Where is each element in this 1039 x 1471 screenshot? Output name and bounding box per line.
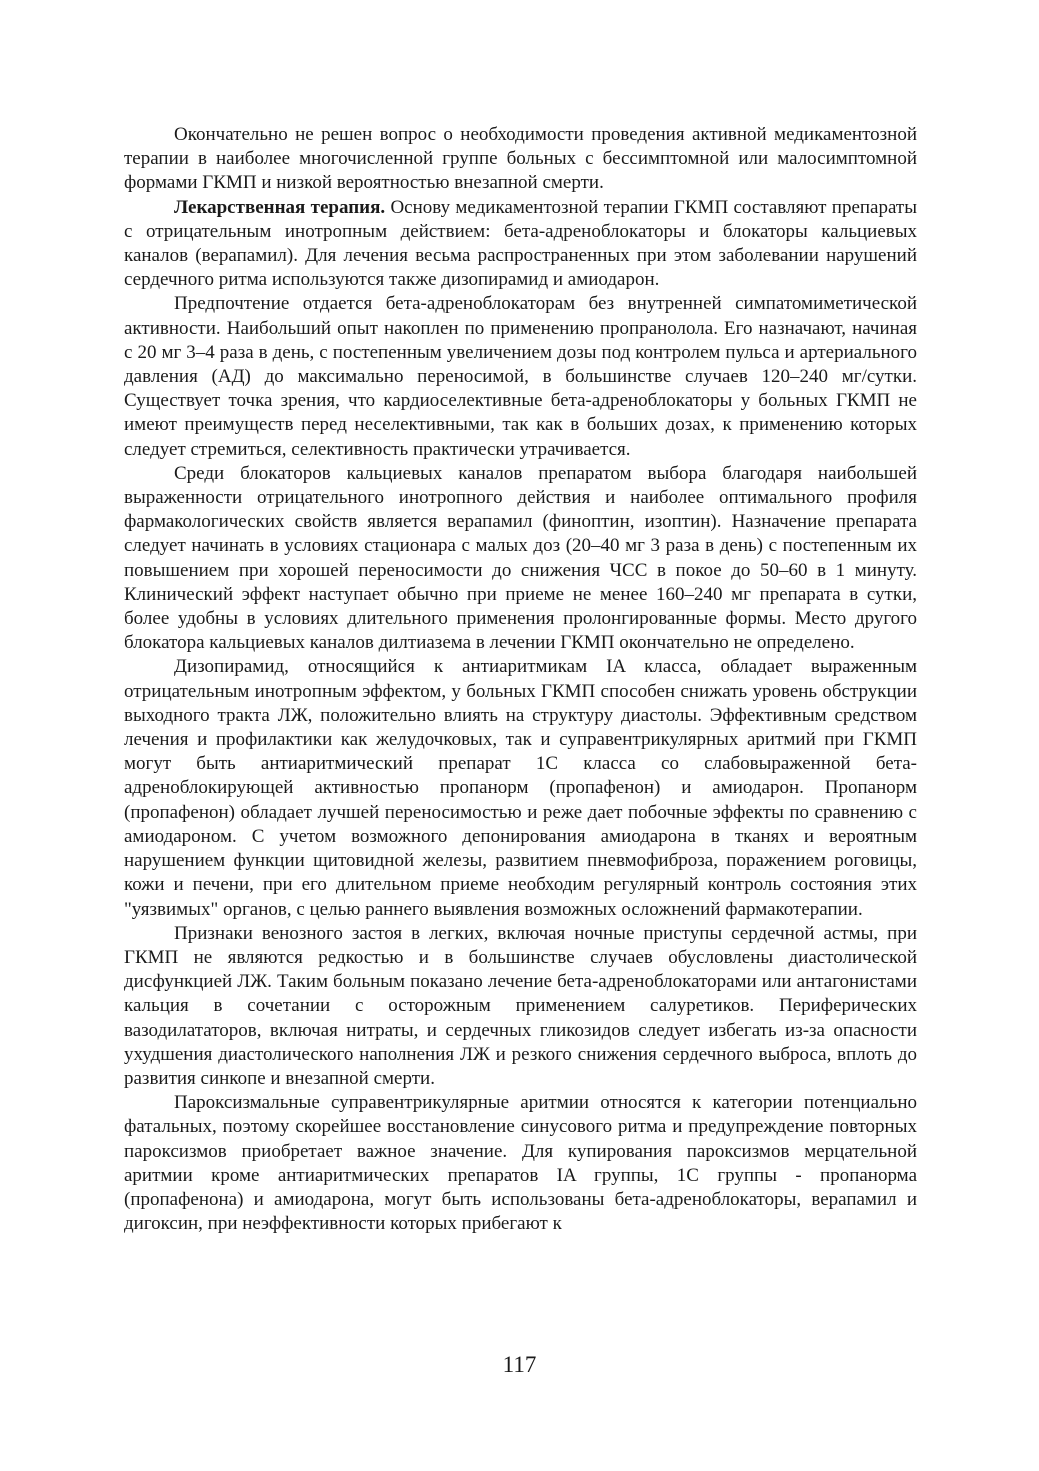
paragraph-6 [124, 922, 917, 1091]
paragraph-4 [124, 462, 917, 656]
paragraph-6-text: Признаки венозного застоя в легких, включая ночные приступы сердечной астмы, при ГКМП не являются редкостью и в большинстве случаев обусловлены диастолической дисфункцией ЛЖ. Таким больным показано лечение бета-адреноблокаторами или антагонистами кальция в сочетании с осторожным применением салуретиков. Периферических вазодилататоров, включая нитраты, и сердечных гликозидов следует избегать из-за опасности ухудшения диастолического наполнения ЛЖ и резкого снижения сердечного выброса, вплоть до развития синкопе и внезапной смерти. [124, 922, 917, 1089]
paragraph-5-text: Дизопирамид, относящийся к антиаритмикам IA класса, обладает выраженным отрицательным инотропным эффектом, у больных ГКМП способен снижать уровень обструкции выходного тракта ЛЖ, положительно влиять на структуру диастолы. Эффективным средством лечения и профилактики как желудочковых, так и суправентрикулярных аритмий при ГКМП могут быть антиаритмический препарат 1С класса со слабовыраженной бета-адреноблокирующей активностью пропанорм (пропафенон) и амиодарон. Пропанорм (пропафенон) обладает лучшей переносимостью и реже дает побочные эффекты по сравнению с амиодароном. С учетом возможного депонирования амиодарона в тканях и вероятным нарушением функции щитовидной железы, развитием пневмофиброза, поражением роговицы, кожи и печени, при его длительном приеме необходим регулярный контроль состояния этих "уязвимых" органов, с целью раннего выявления возможных осложнений фармакотерапии. [124, 656, 917, 920]
paragraph-2-text: Основу медикаментозной терапии ГКМП составляют препараты с отрицательным инотропным действием: бета-адреноблокаторы и блокаторы кальциевых каналов (верапамил). Для лечения весьма распространенных при этом заболевании нарушений сердечного ритма используются также дизопирамид и амиодарон. [124, 196, 917, 291]
paragraph-3 [124, 292, 917, 461]
body-text [124, 123, 917, 1236]
page-number: 117 [502, 1352, 537, 1377]
paragraph-3-text: Предпочтение отдается бета-адреноблокаторам без внутренней симпатомиметической активности. Наибольший опыт накоплен по применению пропранолола. Его назначают, начиная с 20 мг 3–4 раза в день, с постепенным увеличением дозы под контролем пульса и артериального давления (АД) до максимально переносимой, в большинстве случаев 120–240 мг/сутки. Существует точка зрения, что кардиоселективные бета-адреноблокаторы у больных ГКМП не имеют преимуществ перед неселективными, так как в больших дозах, к применению которых следует стремиться, селективность практически утрачивается. [124, 293, 917, 460]
paragraph-4-text: Среди блокаторов кальциевых каналов препаратом выбора благодаря наибольшей выраженности отрицательного инотропного действия и наиболее оптимального профиля фармакологических свойств является верапамил (финоптин, изоптин). Назначение препарата следует начинать в условиях стационара с малых доз (20–40 мг 3 раза в день) с постепенным их повышением при хорошей переносимости до снижения ЧСС в покое до 50–60 в 1 минуту. Клинический эффект наступает обычно при приеме не менее 160–240 мг препарата в сутки, более удобны в условиях длительного применения пролонгированные формы. Место другого блокатора кальциевых каналов дилтиазема в лечении ГКМП окончательно не определено. [124, 462, 917, 654]
paragraph-7 [124, 1091, 917, 1236]
paragraph-7-text: Пароксизмальные суправентрикулярные аритмии относятся к категории потенциально фатальных, поэтому скорейшее восстановление синусового ритма и предупреждение повторных пароксизмов приобретает важное значение. Для купирования пароксизмов мерцательной аритмии кроме антиаритмических препаратов IA группы, 1С группы - пропанорма (пропафенона) и амиодарона, могут быть использованы бета-адреноблокаторы, верапамил и дигоксин, при неэффективности которых прибегают к [124, 1092, 917, 1235]
paragraph-1-text: Окончательно не решен вопрос о необходимости проведения активной медикаментозной терапии в наиболее многочисленной группе больных с бессимптомной или малосимптомной формами ГКМП и низкой вероятностью внезапной смерти. [124, 124, 917, 194]
paragraph-1 [124, 123, 917, 196]
paragraph-5 [124, 655, 917, 921]
section-heading-drug-therapy: Лекарственная терапия. [174, 196, 386, 218]
paragraph-2 [124, 196, 917, 293]
